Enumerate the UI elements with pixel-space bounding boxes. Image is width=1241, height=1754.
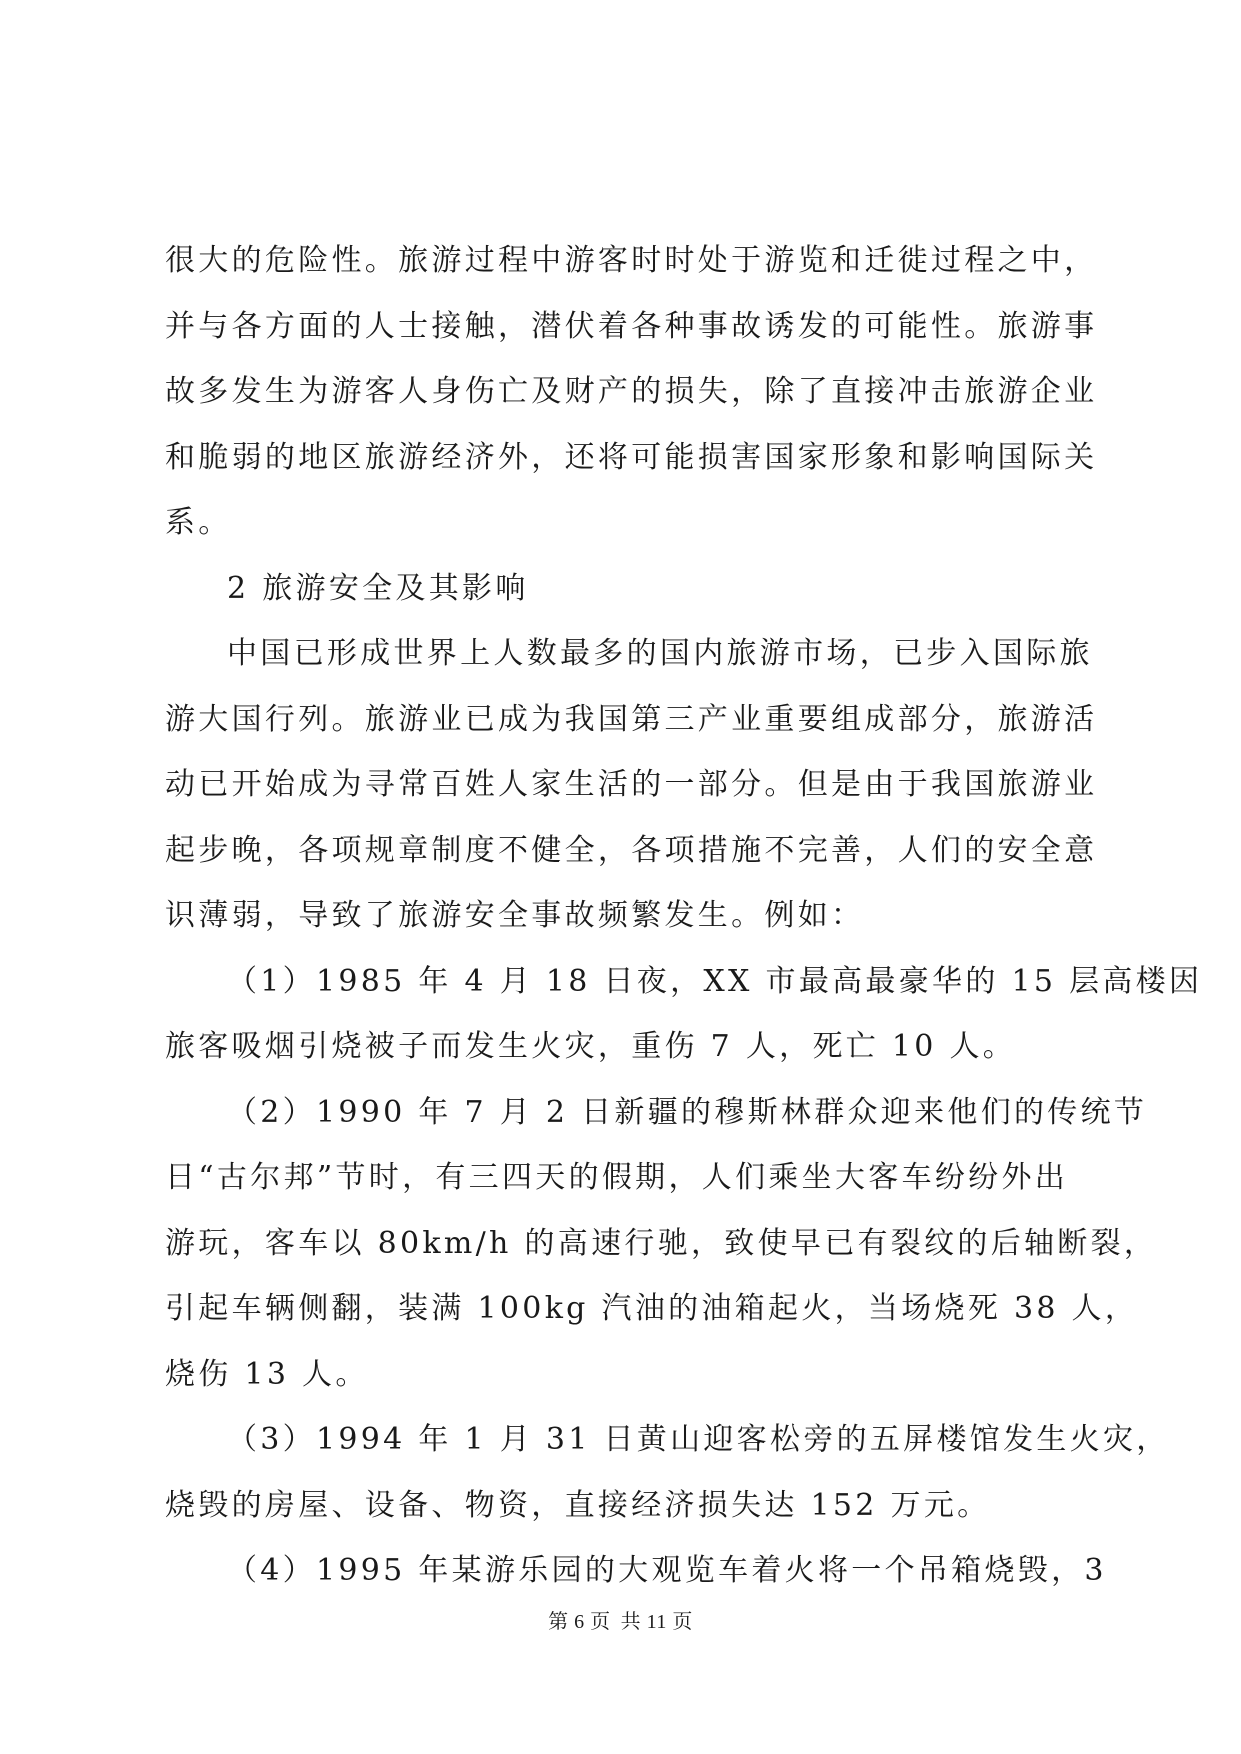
text-line: 故多发生为游客人身伤亡及财产的损失，除了直接冲击旅游企业 [165, 374, 1098, 409]
list-item: （2）1990 年 7 月 2 日新疆的穆斯林群众迎来他们的传统节 [227, 1094, 1148, 1130]
text-line: 和脆弱的地区旅游经济外，还将可能损害国家形象和影响国际关 [165, 439, 1098, 475]
text-line: 起步晚，各项规章制度不健全，各项措施不完善，人们的安全意 [165, 832, 1098, 868]
text-line: 旅客吸烟引烧被子而发生火灾，重伤 7 人，死亡 10 人。 [165, 1029, 1017, 1064]
page-number: 第 6 页 [548, 1611, 611, 1633]
text-line: 日“古尔邦”节时，有三四天的假期，人们乘坐大客车纷纷外出 [165, 1160, 1069, 1195]
page-footer [0, 1610, 1241, 1634]
text-line: 识薄弱，导致了旅游安全事故频繁发生。例如： [165, 898, 865, 933]
text-line: 烧毁的房屋、设备、物资，直接经济损失达 152 万元。 [165, 1487, 991, 1523]
section-heading: 2 旅游安全及其影响 [227, 570, 529, 606]
list-item: （3）1994 年 1 月 31 日黄山迎客松旁的五屏楼馆发生火灾， [227, 1422, 1170, 1457]
list-item: （4）1995 年某游乐园的大观览车着火将一个吊箱烧毁，3 [227, 1553, 1107, 1588]
text-line: 游大国行列。旅游业已成为我国第三产业重要组成部分，旅游活 [165, 701, 1098, 737]
list-item: （1）1985 年 4 月 18 日夜，XX 市最高最豪华的 15 层高楼因 [227, 963, 1203, 999]
text-line: 中国已形成世界上人数最多的国内旅游市场，已步入国际旅 [227, 636, 1093, 671]
text-line: 系。 [165, 505, 232, 540]
page-total: 共 11 页 [620, 1611, 693, 1633]
text-line: 很大的危险性。旅游过程中游客时时处于游览和迁徙过程之中， [165, 243, 1098, 278]
text-line: 并与各方面的人士接触，潜伏着各种事故诱发的可能性。旅游事 [165, 308, 1098, 344]
text-line: 动已开始成为寻常百姓人家生活的一部分。但是由于我国旅游业 [165, 767, 1098, 802]
text-line: 游玩，客车以 80km/h 的高速行驰，致使早已有裂纹的后轴断裂， [165, 1225, 1158, 1261]
text-line: 烧伤 13 人。 [165, 1356, 369, 1392]
body-text [165, 228, 1203, 1604]
text-line: 引起车辆侧翻，装满 100kg 汽油的油箱起火，当场烧死 38 人， [165, 1291, 1139, 1326]
